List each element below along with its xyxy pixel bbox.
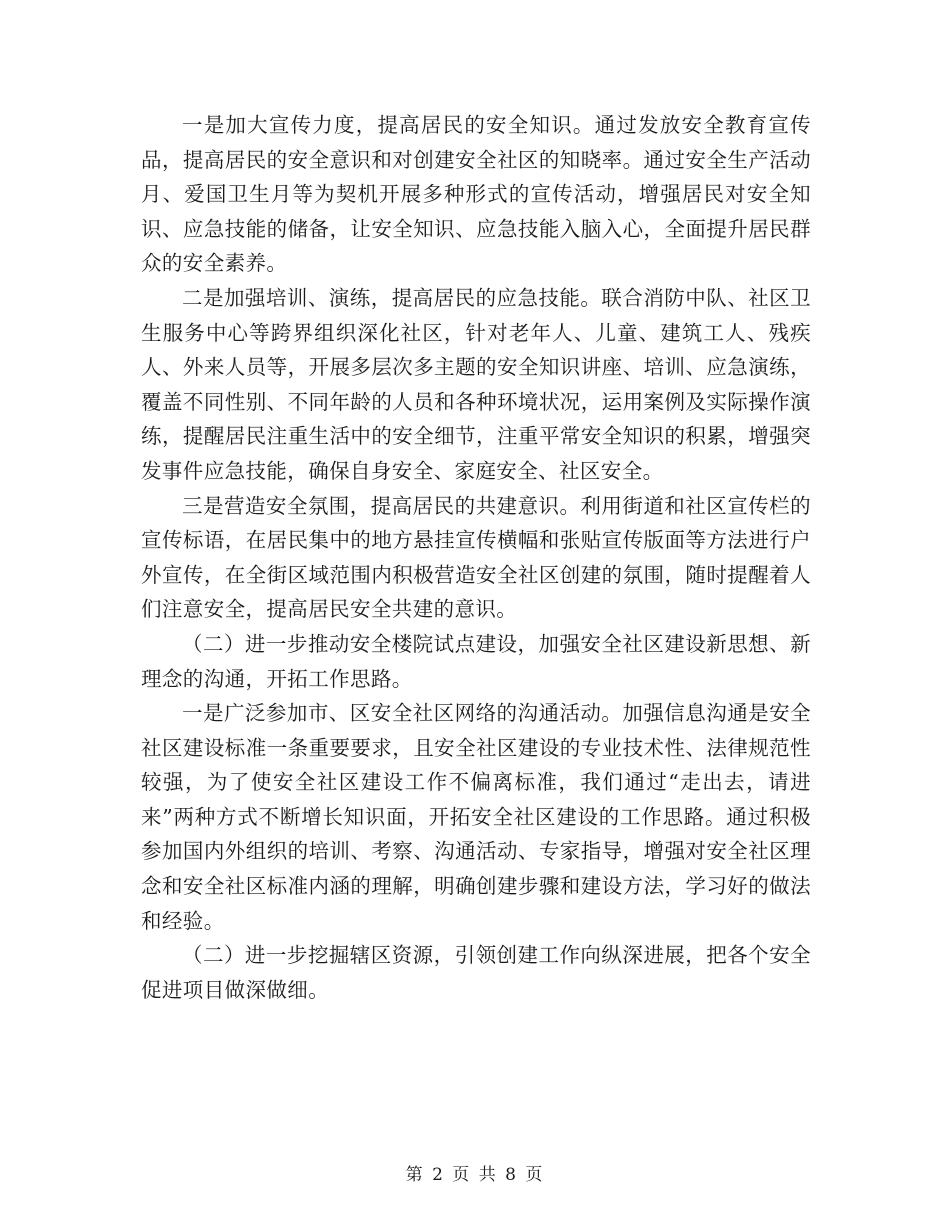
- section-heading-pilot: （二）进一步推动安全楼院试点建设，加强安全社区建设新思想、新理念的沟通，开拓工作思路。: [141, 631, 811, 691]
- document-body: [141, 108, 811, 1007]
- paragraph-atmosphere: 三是营造安全氛围，提高居民的共建意识。利用街道和社区宣传栏的宣传标语，在居民集中的地方悬挂宣传横幅和张贴宣传版面等方法进行户外宣传，在全街区域范围内积极营造安全社区创建的氛围，随时提醒着人们注意安全，提高居民安全共建的意识。: [141, 493, 811, 622]
- paragraph-training: 二是加强培训、演练，提高居民的应急技能。联合消防中队、社区卫生服务中心等跨界组织深化社区，针对老年人、儿童、建筑工人、残疾人、外来人员等，开展多层次多主题的安全知识讲座、培训、应急演练，覆盖不同性别、不同年龄的人员和各种环境状况，运用案例及实际操作演练，提醒居民注重生活中的安全细节，注重平常安全知识的积累，增强突发事件应急技能，确保自身安全、家庭安全、社区安全。: [141, 285, 811, 483]
- paragraph-network: 一是广泛参加市、区安全社区网络的沟通活动。加强信息沟通是安全社区建设标准一条重要要求，且安全社区建设的专业技术性、法律规范性较强，为了使安全社区建设工作不偏离标准，我们通过“走出去，请进来”两种方式不断增长知识面，开拓安全社区建设的工作思路。通过积极参加国内外组织的培训、考察、沟通活动、专家指导，增强对安全社区理念和安全社区标准内涵的理解，明确创建步骤和建设方法，学习好的做法和经验。: [141, 701, 811, 933]
- section-heading-resources: （二）进一步挖掘辖区资源，引领创建工作向纵深进展，把各个安全促进项目做深做细。: [141, 943, 811, 1002]
- page-number-footer: 第 2 页 共 8 页: [405, 1165, 545, 1185]
- paragraph-publicity: 一是加大宣传力度，提高居民的安全知识。通过发放安全教育宣传品，提高居民的安全意识和对创建安全社区的知晓率。通过安全生产活动月、爱国卫生月等为契机开展多种形式的宣传活动，增强居民对安全知识、应急技能的储备，让安全知识、应急技能入脑入心，全面提升居民群众的安全素养。: [141, 113, 811, 276]
